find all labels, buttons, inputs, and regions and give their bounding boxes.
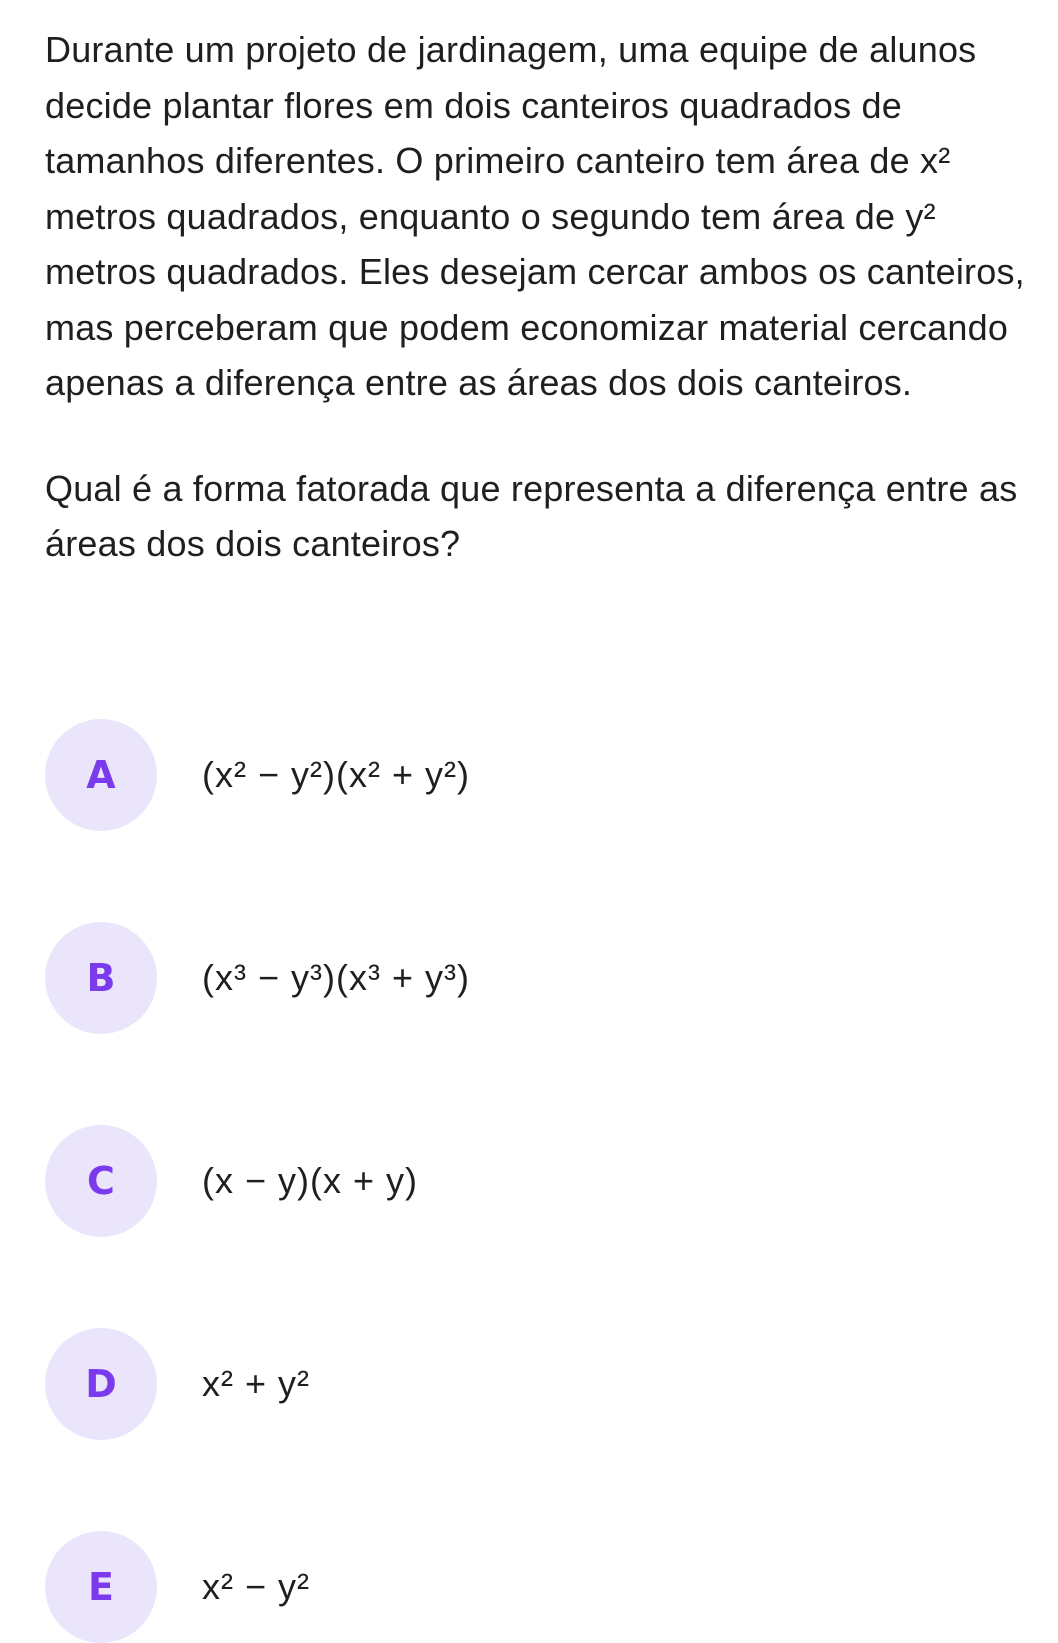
- option-a[interactable]: [45, 719, 1005, 831]
- question-statement: Durante um projeto de jardinagem, uma equipe de alunos decide plantar flores em dois canteiros quadrados de tamanhos diferentes. O primeiro canteiro tem área de x² metros quadrados, enquanto o segundo tem área de y² metros quadrados. Eles desejam cercar ambos os canteiros, mas perceberam que podem economizar material cercando apenas a diferença entre as áreas dos dois canteiros.: [45, 29, 1025, 403]
- option-letter-badge[interactable]: [45, 1531, 157, 1643]
- option-text: (x³ − y³)(x³ + y³): [202, 957, 470, 998]
- option-text: x² + y²: [202, 1363, 311, 1404]
- option-text: (x − y)(x + y): [202, 1160, 419, 1201]
- option-d[interactable]: [45, 1328, 1005, 1440]
- option-letter: D: [85, 1362, 117, 1406]
- answer-options: [45, 719, 1005, 1643]
- option-letter-badge[interactable]: [45, 922, 157, 1034]
- option-letter: A: [86, 753, 116, 797]
- question-block: [45, 22, 1045, 572]
- option-text: (x² − y²)(x² + y²): [202, 754, 470, 795]
- option-c[interactable]: [45, 1125, 1005, 1237]
- option-letter: C: [87, 1159, 115, 1203]
- option-text: x² − y²: [202, 1566, 311, 1607]
- option-letter-badge[interactable]: [45, 719, 157, 831]
- option-e[interactable]: [45, 1531, 1005, 1643]
- option-letter-badge[interactable]: [45, 1125, 157, 1237]
- option-letter: B: [86, 956, 116, 1000]
- option-letter-badge[interactable]: [45, 1328, 157, 1440]
- option-letter: E: [88, 1565, 114, 1609]
- question-prompt: Qual é a forma fatorada que representa a diferença entre as áreas dos dois canteiros?: [45, 467, 1018, 564]
- option-b[interactable]: [45, 922, 1005, 1034]
